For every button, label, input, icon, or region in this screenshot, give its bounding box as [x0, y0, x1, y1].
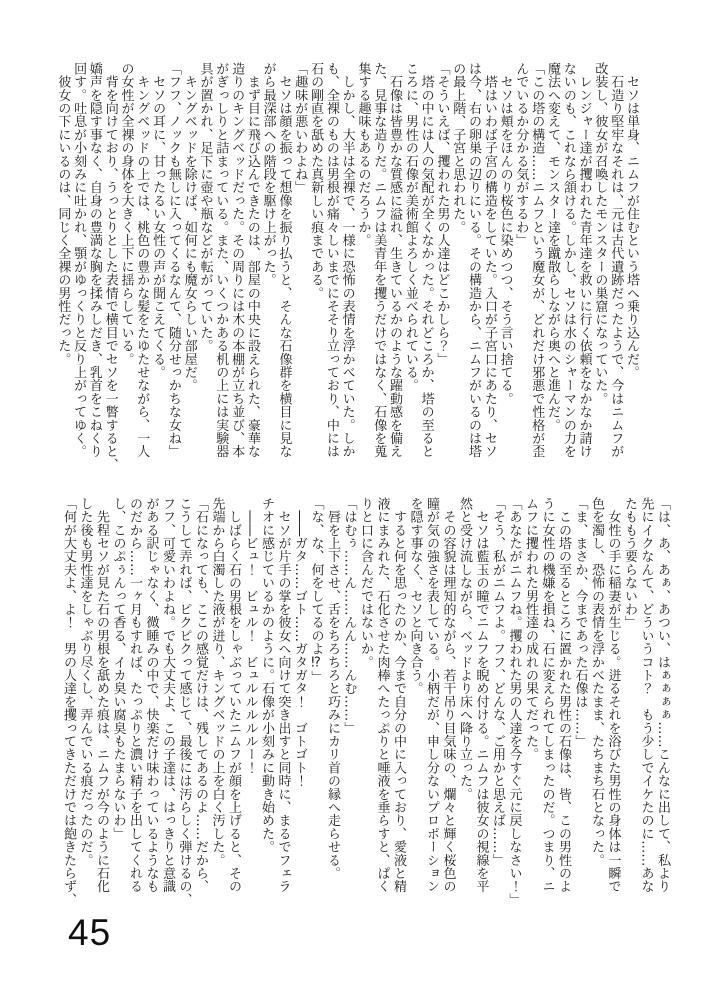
text-column: 「あなたがニムフね。攫われた男の人達を今すぐ元に戻しなさい！」	[506, 497, 522, 907]
text-column: セソは頬をほんのり桜色に染めつつ、そう言い捨てる。	[497, 62, 513, 406]
text-column: セソは単身、ニムフが住むという塔へ乗り込んだ。	[624, 62, 639, 379]
text-column: し、このぷぅんって香る、イカ臭い腐臭もたまらないわ」	[110, 497, 126, 841]
text-column: まず目に飛び込んできたのは、部屋の中央に設えられた、豪華な	[244, 62, 260, 458]
text-column: しばらく石の男根をしゃぶっていたニムフが顔を上げると、その	[226, 497, 241, 893]
text-column: りと口に含んだではないか。	[358, 497, 373, 669]
text-column: 塔はいわば子宮の構造をしていた。入口が子宮口にあたり、セソ	[481, 62, 497, 458]
text-column: した後も男性達をしゃぶり尽くし、弄んでいる痕だったのだ。	[77, 497, 93, 867]
text-column: 瞳が気の強さを表している。小柄だが、申し分ないプロポーション	[424, 497, 439, 893]
text-column: 改装し、彼女が召喚したモンスターの巣窟になっていた。	[592, 62, 608, 406]
text-column: 「そういえば、攫われた男の人達はどこかしら？」	[434, 62, 450, 366]
text-column: 集する趣味もあるのだろうか。	[355, 62, 371, 247]
text-column: 「石になっても、ここの感覚だけは、残してあるのよ……だから、	[193, 497, 208, 893]
text-column: 背を向けており、うっとりとした表情で横目でセソを一瞥すると、	[102, 62, 118, 472]
text-column: がある訳じゃなく、微睡みの中で、快楽だけ味わっているようなも	[143, 497, 159, 893]
text-column: 先端から白濁した液が迸り、キングベッドの上を白く汚した。	[209, 497, 225, 867]
text-column: たももう要らないわ」	[622, 497, 637, 629]
text-column: 「そう、私がニムフよ。フフ、どんな、ご用かと思えば……」	[490, 497, 505, 867]
text-column: 先にイクなんて、どういうコト？ もう少しでイケたのに……あな	[638, 497, 654, 893]
text-column: こうして弄れば、ピクピクって感じて、最後には汚らしく弾けるの、	[176, 497, 192, 907]
text-column: セソが片手の掌を彼女へ向けて突き出すと同時に、まるでフェラ	[275, 497, 291, 893]
text-column: ムフに攫われた男性達の成れの果てだった。	[523, 497, 538, 761]
text-column: キングベッドを除けば、如何にも魔女らしい部屋だ。	[181, 62, 197, 392]
text-column: 嬌声を隠す事なく、自身の豊満な胸を揉みしだき、乳首をこねくり	[86, 62, 102, 458]
text-block-bottom	[56, 497, 670, 907]
text-column: チオに感じているかのように。石像が小刻みに動き始めた。	[259, 497, 274, 854]
text-column: 「何が大丈夫よ、よ！ 男の人達を攫ってきただけでは飽きたらず、	[61, 497, 76, 907]
text-column: 「この塔の構造……ニムフという魔女が、どれだけ邪悪で性格が歪	[529, 62, 545, 458]
text-column: 塔の中には人の気配が全くなかった。それどころか、塔の至ると	[418, 62, 434, 458]
text-column: この塔の至るところに置かれた男性の石像は、皆、この男性のよ	[556, 497, 571, 893]
text-column: た、見事な造りだ。ニムフは美青年を攫うだけではなく、石像を蒐	[371, 62, 387, 458]
text-column: うに女性の機嫌を損ね、石に変えられてしまったのだ。つまり、ニ	[539, 497, 555, 893]
text-column: フフ、可愛いわよね。でも大丈夫よ、この子達は、はっきりと意識	[160, 497, 175, 893]
text-column: セソは顔を振って想像を振り払うと、そんな石像群を横目に見な	[276, 62, 292, 458]
text-column: 色を濁し、恐怖の表情を浮かべたまま、たちまち石となった。	[589, 497, 604, 867]
text-column: んでいるか分かる気がするわ」	[513, 62, 529, 247]
text-column: 石造り堅牢なそれは、元は古代遺跡だったようで、今はニムフが	[608, 62, 624, 458]
text-column: 回す。吐息が小刻みに吐かれ、顎がゆっくりと反り上がってゆく。	[71, 62, 87, 458]
text-column: ころに、男性の石像が美術館よろしく並べられている。	[402, 62, 418, 392]
text-column: 先程セソが見た石の男根を舐めた痕は、ニムフが今のように石化	[94, 497, 109, 893]
text-column: ないのも、これなら頷ける。しかし、セソは水のシャーマンの力を	[560, 62, 576, 458]
text-column: 液にまみれた、石化させた肉棒へたっぷりと唾液を垂らすと、ぱく	[374, 497, 390, 893]
text-column: 女性の手に稲妻が生じる。迸るそれを浴びた男性の身体は一瞬で	[605, 497, 621, 893]
text-column: 「フフ、ノックも無しに入ってくるなんて、随分せっかちな女ね」	[165, 62, 181, 458]
text-column: の女性が全裸の身体を大きく上下に揺らしている。	[118, 62, 134, 366]
text-column: セソの耳に、甘ったるい女性の声が聞こえてくる。	[150, 62, 166, 379]
text-column: 「な、な、何をしてるのよ⁉」	[308, 497, 324, 684]
text-column: 彼女の下にいるのは、同じく全裸の男性だった。	[55, 62, 71, 366]
text-column: 「は、あ、あぁ、あつい、はぁぁぁぁ……こんなに出して、私より	[655, 497, 670, 893]
text-column: セソは藍玉の瞳でニムフを睨め付ける。ニムフは彼女の視線を平	[473, 497, 489, 893]
text-column: 具が置かれ、足下に壺や瓶などが転がっていた。	[197, 62, 213, 353]
text-column: その容貌は理知的ながら、若干吊り目気味の、爛々と輝く桜色の	[440, 497, 456, 893]
text-column: のだから……一ヶ月もすれば、たっぷりと濃い精子を出してくれる	[127, 497, 142, 893]
text-column: ――ガタ……ゴト……ガタガタ！ ゴトゴト！	[292, 497, 307, 788]
text-column: 唇を上下させ、舌をちろちろと巧みにカリ首の縁へ走らせる。	[325, 497, 340, 880]
text-column: キングベッドの上では、桃色の豊かな髪をたゆたせながら、一人	[134, 62, 150, 458]
text-column: を隠す事なく、セソと向き合う。	[407, 497, 423, 695]
text-column: の最上階、子宮と思われた。	[450, 62, 466, 234]
text-column: すると何を思ったのか、今まで自分の中に入っており、愛液と精	[391, 497, 406, 893]
text-column: 「ま、まさか、今まであった石像は……」	[572, 497, 588, 748]
text-column: しかし、大半は全裸で、一様に恐怖の表情を浮かべていた。しか	[339, 62, 355, 458]
text-column: がら最深部への階段を駆け上がった。	[260, 62, 276, 287]
text-column: ――ビュ！ ビュル！ ビュルルルルルー！	[242, 497, 258, 775]
text-block-top	[53, 62, 639, 474]
text-column: 石の剛直を舐めた真新しい痕まである。	[308, 62, 324, 300]
text-column: 「はむぅ……ん……んん……んむ……」	[341, 497, 357, 735]
page-number: 45	[68, 912, 112, 953]
text-column: は今、右の卵巣の辺りにいる。その構造から、ニムフがいるのは塔	[466, 62, 482, 458]
text-column: 造りのキングベッドだった。その周りには木の本棚が立ち並び、本	[229, 62, 245, 458]
text-column: 「趣味が悪いわよね」	[292, 62, 308, 194]
text-column: がぎっしりと詰まっている。また、いくつかある机の上には実験器	[213, 62, 229, 458]
text-column: レンジャー達が攫われた青年達を救いに行く依頼をなかなか請け	[576, 62, 592, 458]
text-column: 然と受け流しながら、ベッドより床へ降り立った。	[457, 497, 472, 801]
text-column: 魔法へ変えて、モンスター達を蹴散らしながら奥へと進んだ。	[545, 62, 561, 432]
text-column: も、全裸のものは男根が痛々しいまでにそそり立っており、中には	[323, 62, 339, 458]
text-column: 石像は皆豊かな質感に溢れ、生きているかのような躍動感を備え	[387, 62, 403, 458]
